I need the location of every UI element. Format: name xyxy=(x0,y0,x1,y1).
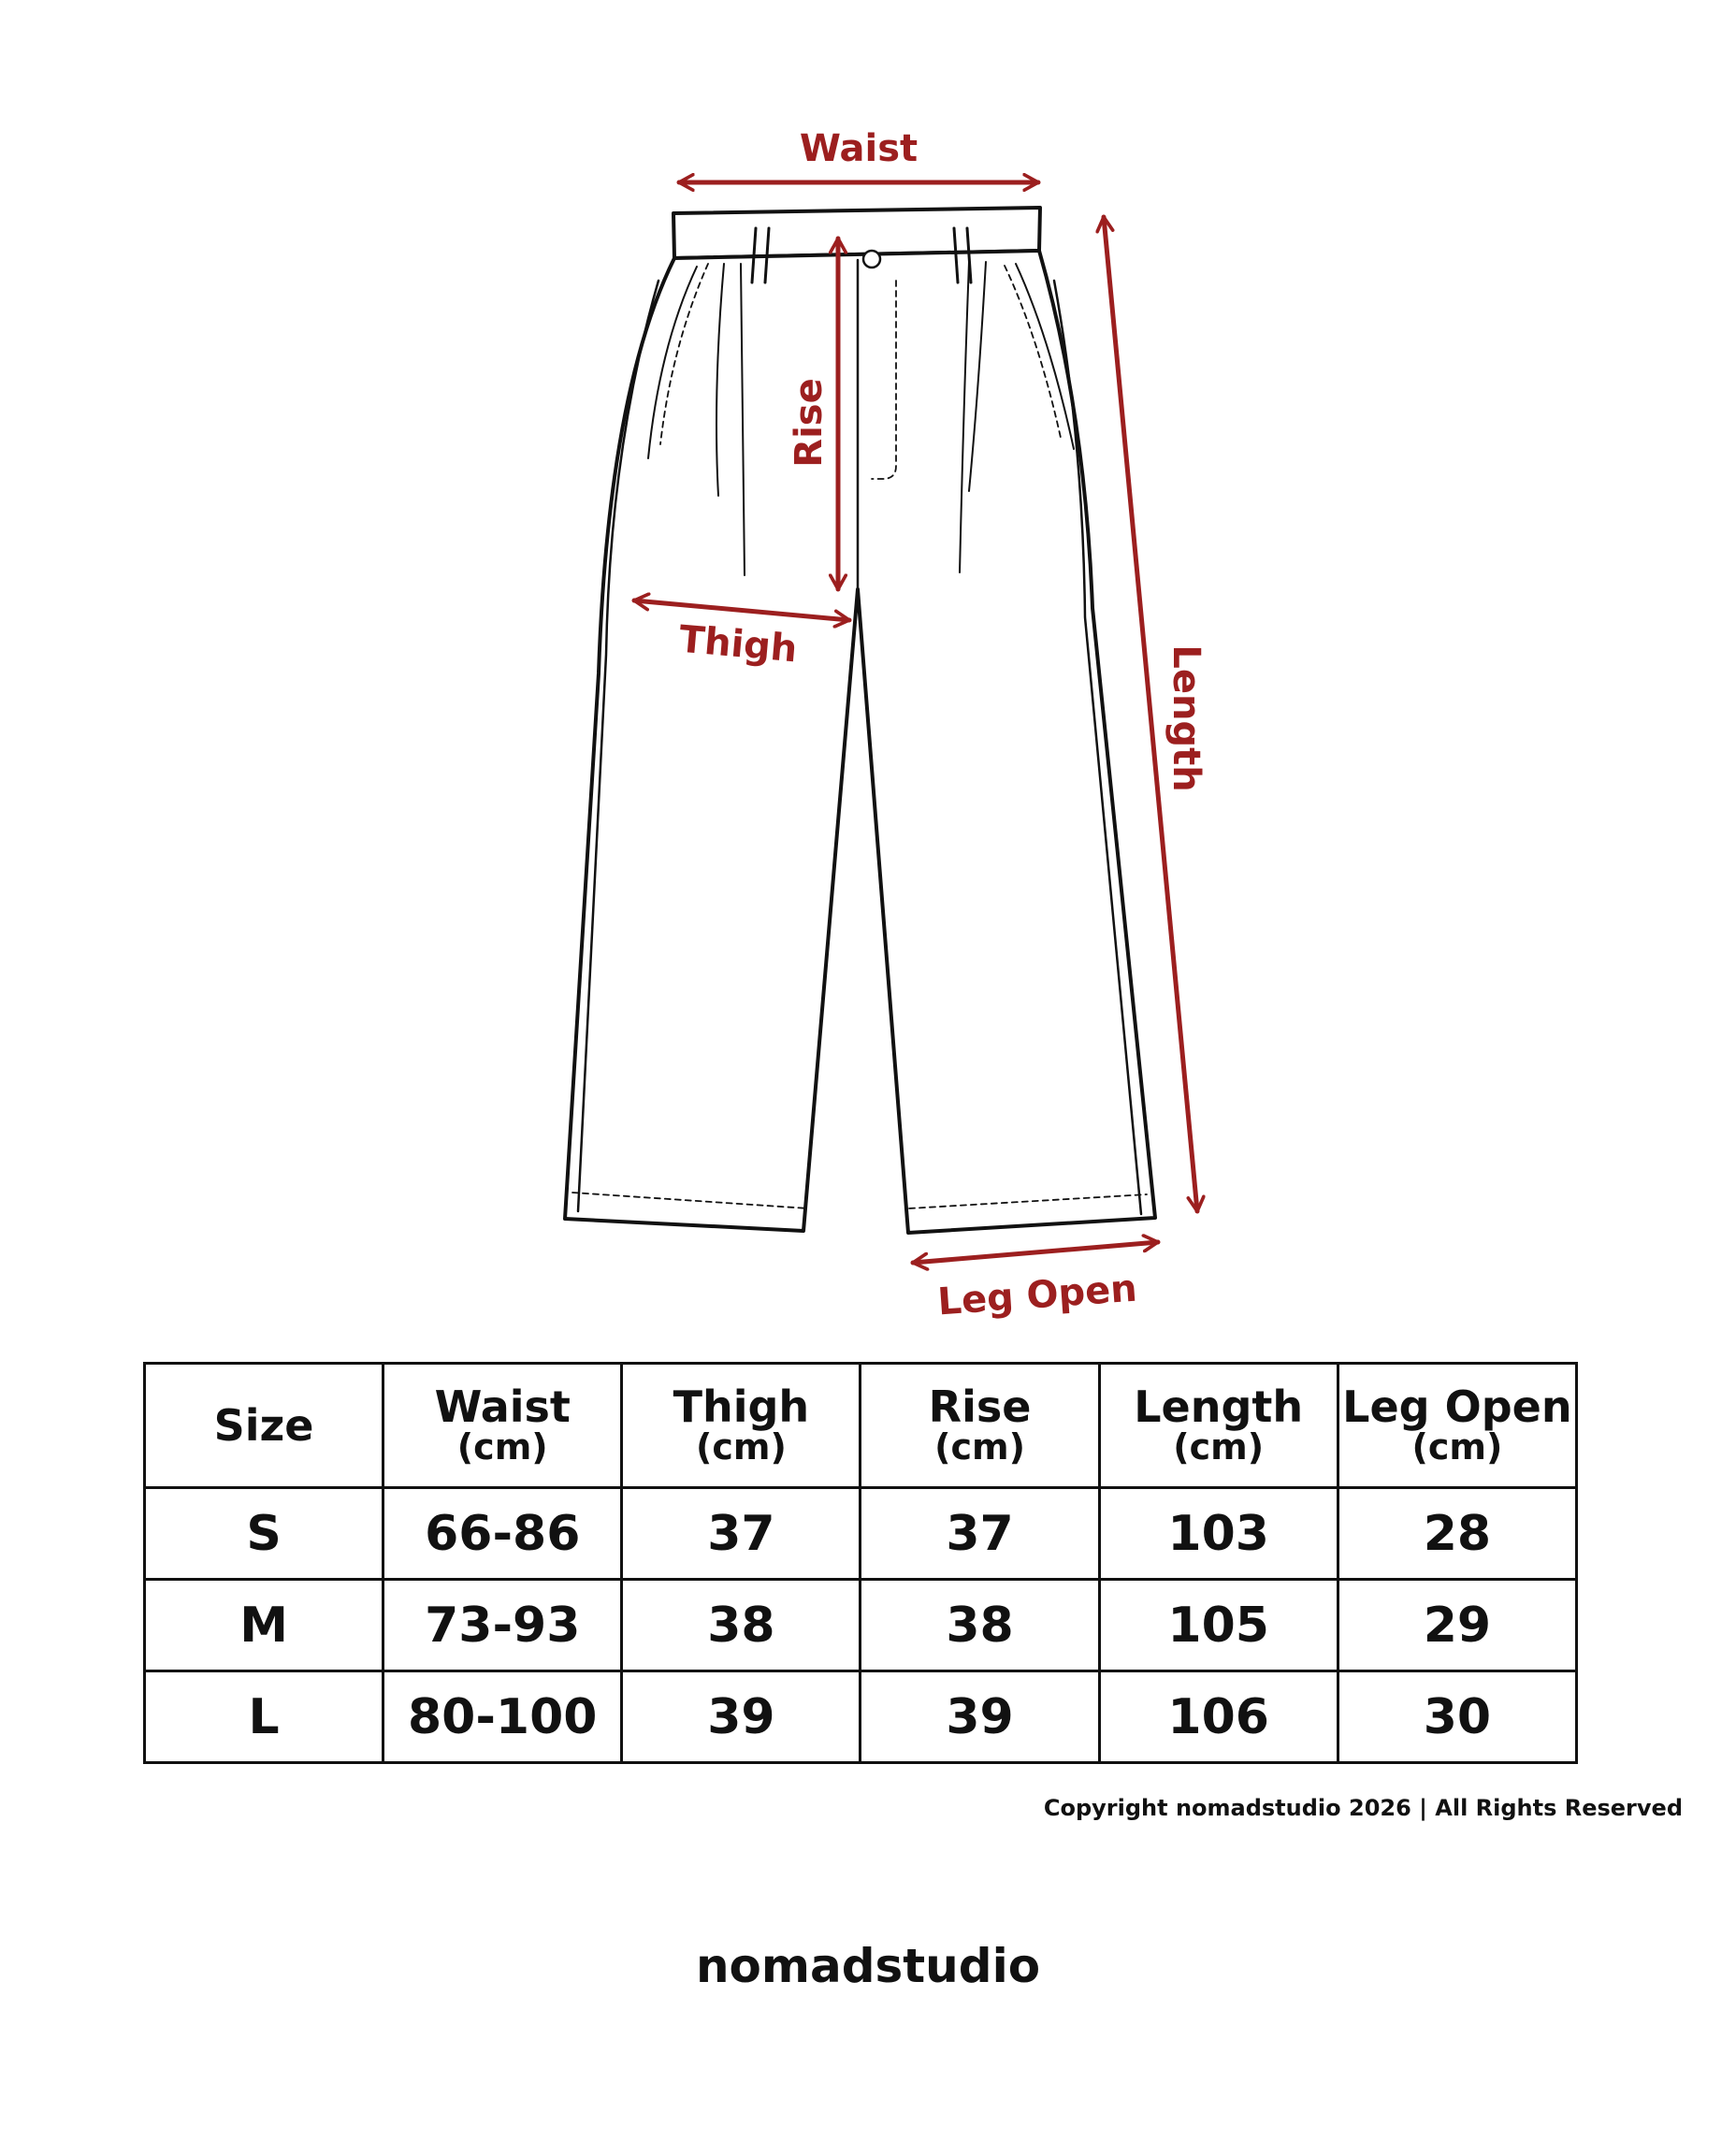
table-body xyxy=(145,1488,1577,1763)
table-cell: 66-86 xyxy=(383,1488,622,1580)
table-cell: 37 xyxy=(861,1488,1099,1580)
column-header-unit: (cm) xyxy=(934,1426,1025,1468)
waist-label: Waist xyxy=(799,127,919,170)
copyright-text: Copyright nomadstudio 2026 | All Rights Reserved xyxy=(1043,1795,1683,1821)
table-row xyxy=(145,1580,1577,1671)
leg-open-label: Leg Open xyxy=(936,1266,1139,1324)
column-header-unit: (cm) xyxy=(1173,1426,1265,1468)
table-cell: 80-100 xyxy=(383,1671,622,1763)
table-cell: 28 xyxy=(1338,1488,1576,1580)
table-cell: 39 xyxy=(861,1671,1099,1763)
length-label: Length xyxy=(1165,644,1208,792)
column-header-name: Waist xyxy=(434,1381,571,1432)
table-row xyxy=(145,1671,1577,1763)
table-cell: 38 xyxy=(861,1580,1099,1671)
size-chart-table xyxy=(143,1362,1578,1764)
table-cell: M xyxy=(145,1580,383,1671)
rise-label: Rise xyxy=(788,378,831,468)
column-header-unit: (cm) xyxy=(456,1426,548,1468)
leg-open-arrow xyxy=(913,1242,1158,1263)
table-cell: 103 xyxy=(1099,1488,1338,1580)
column-header xyxy=(1338,1364,1576,1488)
column-header-name: Length xyxy=(1134,1381,1304,1432)
column-header-name: Size xyxy=(213,1399,314,1451)
column-header-unit: (cm) xyxy=(1411,1426,1503,1468)
column-header xyxy=(383,1364,622,1488)
table-cell: 106 xyxy=(1099,1671,1338,1763)
pants-outline xyxy=(565,208,1155,1233)
column-header-name: Leg Open xyxy=(1342,1381,1572,1432)
table-cell: 37 xyxy=(622,1488,861,1580)
table-cell: 105 xyxy=(1099,1580,1338,1671)
column-header xyxy=(861,1364,1099,1488)
column-header-name: Rise xyxy=(928,1381,1032,1432)
button-icon xyxy=(863,251,880,268)
column-header-name: Thigh xyxy=(673,1381,810,1432)
column-header xyxy=(622,1364,861,1488)
table-cell: 30 xyxy=(1338,1671,1576,1763)
pants-body xyxy=(565,251,1155,1233)
table-cell: 39 xyxy=(622,1671,861,1763)
table-row xyxy=(145,1488,1577,1580)
column-header xyxy=(1099,1364,1338,1488)
table-cell: S xyxy=(145,1488,383,1580)
brand-name: nomadstudio xyxy=(695,1939,1041,1993)
table-cell: 73-93 xyxy=(383,1580,622,1671)
table-cell: 38 xyxy=(622,1580,861,1671)
table-cell: 29 xyxy=(1338,1580,1576,1671)
column-header xyxy=(145,1364,383,1488)
column-header-unit: (cm) xyxy=(695,1426,787,1468)
thigh-label: Thigh xyxy=(677,617,800,672)
table-header-row xyxy=(145,1364,1577,1488)
table-cell: L xyxy=(145,1671,383,1763)
